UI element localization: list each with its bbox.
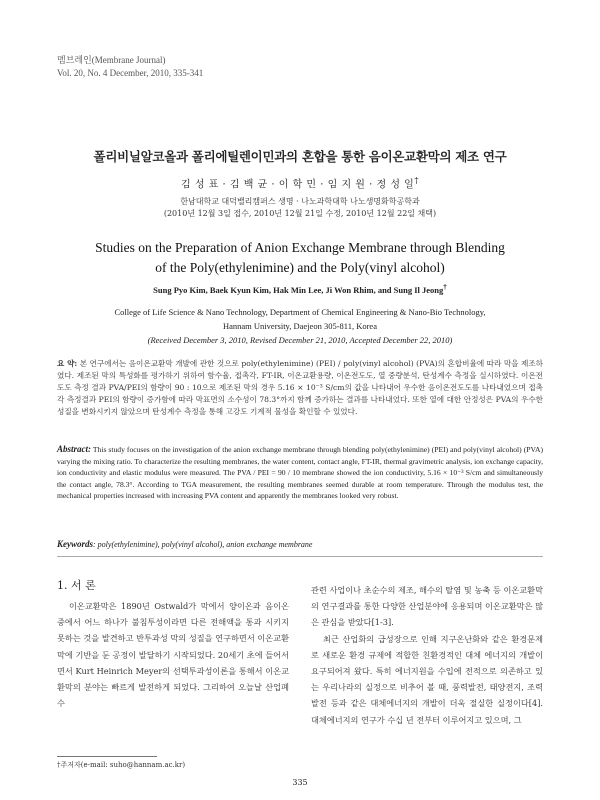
korean-affiliation	[0, 196, 600, 220]
english-title-line2: of the Poly(ethylenimine) and the Poly(vinyl alcohol)	[155, 260, 445, 275]
right-column	[311, 582, 543, 728]
korean-abstract	[57, 358, 543, 418]
korean-abstract-label: 요 약:	[57, 359, 78, 368]
journal-volume: Vol. 20, No. 4 December, 2010, 335-341	[57, 68, 204, 78]
right-paragraph-2: 최근 산업화의 급성장으로 인해 지구온난화와 같은 환경문제로 새로운 환경 규제에 적합한 친환경적인 대체 에너지의 개발이 요구되어져 왔다. 특히 에너지원을 수입에 전적으로 의존하고 있는 우리나라의 실정으로 비추어 볼 때, 풍력발전, 태양전지, 조력발전 등과 같은 대체에너지의 개발이 더욱 절실한 실정이다[4]. 대체에너지의 연구가 수십 년 전부터 이루어지고 있으며, 그	[311, 633, 543, 725]
korean-authors-mark: †	[414, 175, 419, 185]
journal-header	[57, 54, 203, 80]
left-column	[57, 598, 289, 711]
keywords-label: Keywords	[57, 539, 93, 549]
footnote-rule	[57, 756, 157, 757]
korean-authors	[0, 175, 600, 190]
english-title-line1: Studies on the Preparation of Anion Exchange Membrane through Blending	[95, 240, 505, 255]
english-affiliation-line1: College of Life Science & Nano Technology, Department of Chemical Engineering & Nano-Bio Technology,	[114, 307, 486, 317]
korean-authors-names: 김 성 표 · 김 백 균 · 이 학 민 · 임 지 원 · 정 성 일	[180, 179, 415, 191]
english-abstract-label: Abstract:	[57, 444, 92, 454]
keywords	[57, 539, 312, 549]
keywords-text: : poly(ethylenimine), poly(vinyl alcohol), anion exchange membrane	[93, 540, 313, 549]
korean-dates: (2010년 12월 3일 접수, 2010년 12월 21일 수정, 2010년 12월 22일 채택)	[163, 209, 437, 218]
korean-affiliation-name: 한남대학교 대덕밸리캠퍼스 생명 · 나노과학대학 나노생명화학공학과	[180, 197, 420, 206]
english-authors-names: Sung Pyo Kim, Baek Kyun Kim, Hak Min Lee, Ji Won Rhim, and Sung Il Jeong	[153, 284, 444, 295]
english-abstract	[57, 444, 543, 502]
right-paragraph-1: 관련 사업이나 초순수의 제조, 해수의 탈염 및 농축 등 이온교환막의 연구결과를 통한 다양한 산업분야에 응용되며 이온교환막은 많은 관심을 받았다[1-3].	[311, 585, 543, 628]
footnote: †주저자(e-mail: suho@hannam.ac.kr)	[57, 761, 186, 769]
divider	[57, 556, 543, 557]
english-received: (Received December 3, 2010, Revised December 21, 2010, Accepted December 22, 2010)	[147, 335, 453, 345]
english-abstract-text: This study focuses on the investigation of the anion exchange membrane through blending poly(ethylenimine) (PEI) and poly(vinyl alcohol) (PVA) varying the mixing ratio. To characterize the resulting membranes, the water content, contact angle, FT-IR, thermal gravimetric analysis, ion exchange capacity, ion conductivity and elastic modulus were measured. The PVA / PEI = 90 / 10 membrane showed the ion conductivity, 5.16 × 10⁻³ S/cm and simultaneously the contact angle, 78.3°. According to TGA measurement, the resulting membranes seemed durable at room temperature. Through the modulus test, the mechanical properties increased with increasing PVA content and apparently the membranes looked very robust.	[57, 445, 543, 501]
page-number: 335	[292, 778, 308, 787]
section-heading: 1. 서 론	[57, 579, 96, 592]
english-affiliation	[40, 305, 560, 347]
left-paragraph: 이온교환막은 1890년 Ostwald가 막에서 양이온과 음이온 중에서 어느 하나가 불침투성이라면 다른 전해액을 통과 시키지 못하는 것을 발견하고 반투과성 막의 성질을 연구하면서 이온교환막에 기반을 둔 공정이 발달하기 시작되었다. 20세기 초에 들어서면서 Kurt Heinrich Meyer의 선택투과성이론을 통해서 이온교환막의 분야는 빠르게 발전하게 되었다. 그리하여 오늘날 산업폐수	[57, 601, 289, 709]
korean-title: 폴리비닐알코올과 폴리에틸렌이민과의 혼합을 통한 음이온교환막의 제조 연구	[93, 149, 507, 164]
english-title	[0, 238, 600, 278]
english-affiliation-line2: Hannam University, Daejeon 305-811, Korea	[223, 321, 377, 331]
english-authors	[0, 283, 600, 295]
korean-abstract-text: 본 연구에서는 음이온교환막 개발에 관한 것으로 poly(ethylenimine) (PEI) / poly(vinyl alcohol) (PVA)의 혼합비율에 따라 막을 제조하였다. 제조된 막의 특성화를 평가하기 위하여 함수율, 접촉각, FT-IR, 이온교환용량, 이온전도도, 열 중량분석, 탄성계수 측정을 실시하였다. 이온전도도 측정 결과 PVA/PEI의 함량이 90 : 10으로 제조된 막의 경우 5.16 × 10⁻³ S/cm의 값을 나타내어 우수한 음이온전도도를 나타내었으며 접촉각 측정결과 PEI의 함량이 증가함에 따라 막표면의 소수성이 78.3°까지 함께 증가하는 결과를 나타내었다. 또한 열에 대한 안정성은 PVA의 우수한 성질을 변화시키지 않았으며 탄성계수 측정을 통해 고강도 기계적 물성을 확인할 수 있었다.	[57, 359, 543, 416]
english-authors-mark: †	[443, 283, 447, 291]
journal-name: 멤브레인(Membrane Journal)	[57, 55, 166, 65]
